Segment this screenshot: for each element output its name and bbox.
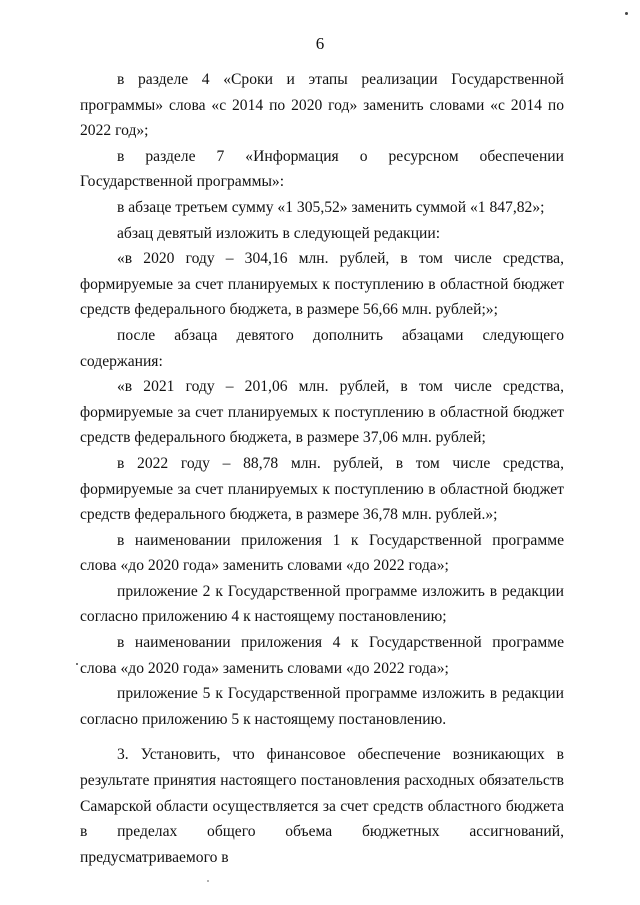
- paragraph-appendix-2: приложение 2 к Государственной программе изложить в редакции согласно приложению 4 к настоящему постановлению;: [80, 582, 564, 626]
- scan-speck: [625, 12, 628, 15]
- paragraph-appendix-5: приложение 5 к Государственной программе изложить в редакции согласно приложению 5 к настоящему постановлению.: [80, 685, 564, 728]
- paragraph-add-abzats: после абзаца девятого дополнить абзацами следующего содержания:: [80, 326, 564, 370]
- paragraph-2021-funding: «в 2021 году – 201,06 млн. рублей, в том числе средства, формируемые за счет планируемых к поступлению в областной бюджет средств федерального бюджета, в размере 37,06 млн. рублей;: [80, 378, 564, 447]
- paragraph-2022-funding: в 2022 году – 88,78 млн. рублей, в том числе средства, формируемые за счет планируемых к поступлению в областной бюджет средств федерального бюджета, в размере 36,78 млн. рублей.»;: [80, 454, 564, 524]
- paragraph-section-7: в разделе 7 «Информация о ресурсном обеспечении Государственной программы»:: [80, 147, 564, 191]
- document-body: [80, 67, 564, 870]
- paragraph-third-abzats: в абзаце третьем сумму «1 305,52» заменить суммой «1 847,82»;: [117, 198, 545, 216]
- scan-speck: [76, 663, 78, 665]
- paragraph-section-4: в разделе 4 «Сроки и этапы реализации Государственной программы» слова «с 2014 по 2020 год» заменить словами «с 2014 по 2022 год»;: [80, 71, 564, 140]
- paragraph-appendix-4: в наименовании приложения 4 к Государственной программе слова «до 2020 года» заменить словами «до 2022 года»;: [80, 634, 564, 677]
- paragraph-clause-3: 3. Установить, что финансовое обеспечение возникающих в результате принятия настоящего постановления расходных обязательств Самарской области осуществляется за счет средств областного бюджета в пределах общего объема бюджетных ассигнований, предусматриваемого в: [80, 746, 564, 866]
- paragraph-appendix-1: в наименовании приложения 1 к Государственной программе слова «до 2020 года» заменить словами «до 2022 года»;: [80, 531, 564, 575]
- page-number: 6: [315, 34, 325, 53]
- paragraph-2020-funding: «в 2020 году – 304,16 млн. рублей, в том числе средства, формируемые за счет планируемых к поступлению в областной бюджет средств федерального бюджета, в размере 56,66 млн. рублей;»;: [80, 250, 564, 319]
- scan-speck: [207, 880, 209, 882]
- paragraph-ninth-abzats: абзац девятый изложить в следующей редакции:: [117, 224, 441, 242]
